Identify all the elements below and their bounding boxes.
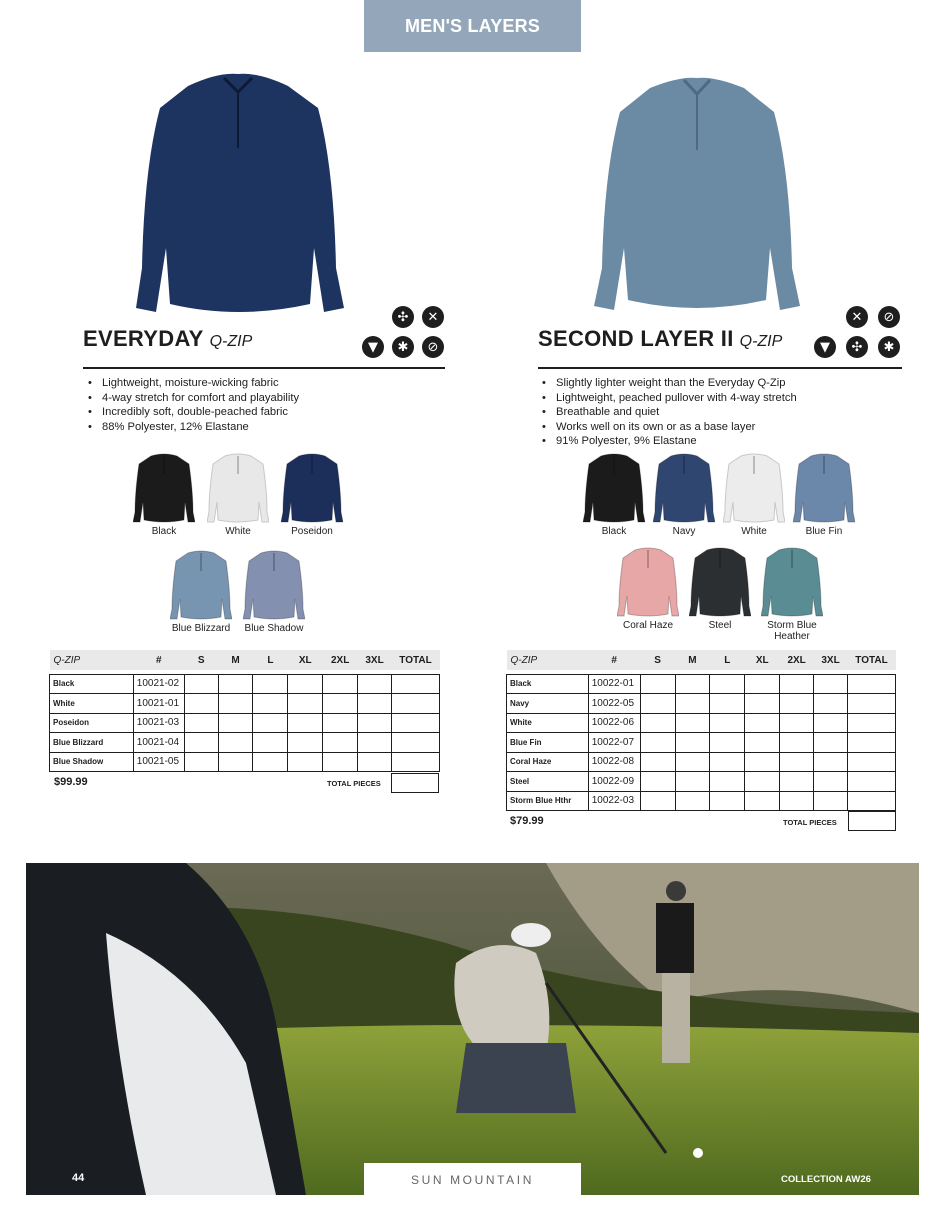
quantity-cell[interactable] xyxy=(288,713,323,733)
swatch-label: Steel xyxy=(708,620,732,631)
table-row xyxy=(50,694,440,714)
table-row xyxy=(507,694,896,714)
header-cell: 3XL xyxy=(358,650,392,670)
swatch-shirt-icon xyxy=(617,546,679,618)
quantity-cell[interactable] xyxy=(640,733,675,753)
quantity-cell[interactable] xyxy=(814,752,848,772)
quantity-cell[interactable] xyxy=(710,772,745,792)
swatch-label: Coral Haze xyxy=(622,620,674,631)
row-color-name: Blue Blizzard xyxy=(50,733,134,753)
row-color-name: Coral Haze xyxy=(507,752,589,772)
moisture-icon: ▼ xyxy=(814,336,836,358)
header-cell: # xyxy=(588,650,640,670)
quantity-cell[interactable] xyxy=(675,791,710,811)
quantity-cell[interactable] xyxy=(358,694,392,714)
total-pieces-label: TOTAL PIECES xyxy=(327,779,381,788)
snowflake-icon: ✱ xyxy=(392,336,414,358)
quantity-cell[interactable] xyxy=(780,752,814,772)
quantity-cell[interactable] xyxy=(675,733,710,753)
quantity-cell[interactable] xyxy=(848,674,896,694)
swatch-label: Blue Fin xyxy=(805,526,843,537)
quantity-cell[interactable] xyxy=(848,713,896,733)
table-row xyxy=(50,752,440,772)
feature-item: • 88% Polyester, 12% Elastane xyxy=(88,420,299,435)
quantity-cell[interactable] xyxy=(288,752,323,772)
quantity-cell[interactable] xyxy=(392,674,440,694)
row-sku: 10021-01 xyxy=(133,694,184,714)
row-sku: 10022-01 xyxy=(588,674,640,694)
header-cell: L xyxy=(253,650,288,670)
table-row xyxy=(507,713,896,733)
quantity-cell[interactable] xyxy=(253,694,288,714)
quantity-cell[interactable] xyxy=(253,752,288,772)
quantity-cell[interactable] xyxy=(780,733,814,753)
quantity-cell[interactable] xyxy=(675,713,710,733)
quantity-cell[interactable] xyxy=(814,772,848,792)
color-swatch xyxy=(200,452,276,537)
hero-shirt xyxy=(136,74,344,312)
quantity-cell[interactable] xyxy=(745,694,780,714)
feature-item: • Lightweight, moisture-wicking fabric xyxy=(88,376,299,391)
swatch-shirt-icon xyxy=(170,549,232,621)
table-row xyxy=(50,713,440,733)
feature-item: • 4-way stretch for comfort and playability xyxy=(88,391,299,406)
quantity-cell[interactable] xyxy=(710,733,745,753)
table-row xyxy=(507,752,896,772)
table-header xyxy=(50,650,440,670)
swatch-shirt-icon xyxy=(761,546,823,618)
row-color-name: Steel xyxy=(507,772,589,792)
total-pieces-label: TOTAL PIECES xyxy=(783,818,837,827)
swatch-label: Poseidon xyxy=(291,526,333,537)
no-wind-icon: ⊘ xyxy=(422,336,444,358)
quantity-cell[interactable] xyxy=(780,674,814,694)
quantity-cell[interactable] xyxy=(184,713,218,733)
swatch-label: Blue Shadow xyxy=(244,623,304,634)
quantity-cell[interactable] xyxy=(358,733,392,753)
swatch-label: Blue Blizzard xyxy=(171,623,231,634)
quantity-cell[interactable] xyxy=(288,674,323,694)
quantity-cell[interactable] xyxy=(288,694,323,714)
quantity-cell[interactable] xyxy=(358,752,392,772)
feature-item: • 91% Polyester, 9% Elastane xyxy=(542,434,797,449)
swatch-label: Storm Blue Heather xyxy=(767,620,817,642)
price: $79.99 xyxy=(510,815,544,827)
everyday-hero-image xyxy=(128,68,348,320)
row-color-name: White xyxy=(50,694,134,714)
quantity-cell[interactable] xyxy=(640,752,675,772)
quantity-cell[interactable] xyxy=(323,674,358,694)
row-sku: 10022-06 xyxy=(588,713,640,733)
quantity-cell[interactable] xyxy=(675,694,710,714)
swatch-shirt-icon xyxy=(281,452,343,524)
quantity-cell[interactable] xyxy=(184,694,218,714)
swatch-shirt-icon xyxy=(207,452,269,524)
swatch-label: Black xyxy=(601,526,627,537)
swatch-shirt-icon xyxy=(133,452,195,524)
color-swatch xyxy=(274,452,350,537)
title-divider xyxy=(538,367,902,369)
header-cell: TOTAL xyxy=(848,650,896,670)
quantity-cell[interactable] xyxy=(848,772,896,792)
quantity-cell[interactable] xyxy=(358,674,392,694)
swatch-shirt-icon xyxy=(793,452,855,524)
quantity-cell[interactable] xyxy=(745,674,780,694)
row-color-name: Blue Shadow xyxy=(50,752,134,772)
quantity-cell[interactable] xyxy=(323,694,358,714)
lifestyle-photo xyxy=(26,863,919,1195)
quantity-cell[interactable] xyxy=(745,791,780,811)
swatch-shirt-icon xyxy=(583,452,645,524)
quantity-cell[interactable] xyxy=(253,713,288,733)
header-cell: Q-ZIP xyxy=(507,650,589,670)
quantity-cell[interactable] xyxy=(675,752,710,772)
quantity-cell[interactable] xyxy=(814,674,848,694)
quantity-cell[interactable] xyxy=(640,674,675,694)
quantity-cell[interactable] xyxy=(745,733,780,753)
quantity-cell[interactable] xyxy=(253,674,288,694)
quantity-cell[interactable] xyxy=(814,713,848,733)
quantity-cell[interactable] xyxy=(392,694,440,714)
quantity-cell[interactable] xyxy=(780,713,814,733)
section-banner: MEN'S LAYERS xyxy=(364,0,581,52)
quantity-cell[interactable] xyxy=(675,674,710,694)
quantity-cell[interactable] xyxy=(814,694,848,714)
header-cell: # xyxy=(133,650,184,670)
quantity-cell[interactable] xyxy=(218,694,253,714)
swatch-shirt-icon xyxy=(689,546,751,618)
table-row xyxy=(507,674,896,694)
quantity-cell[interactable] xyxy=(392,733,440,753)
table-row xyxy=(507,791,896,811)
swatch-label: Navy xyxy=(672,526,696,537)
row-sku: 10021-02 xyxy=(133,674,184,694)
row-color-name: Black xyxy=(50,674,134,694)
quantity-cell[interactable] xyxy=(814,733,848,753)
price: $99.99 xyxy=(54,776,88,788)
quantity-cell[interactable] xyxy=(640,791,675,811)
swatch-label: White xyxy=(225,526,251,537)
feature-list xyxy=(88,376,299,434)
swatch-shirt-icon xyxy=(653,452,715,524)
stretch-icon: ✣ xyxy=(392,306,414,328)
row-sku: 10021-04 xyxy=(133,733,184,753)
swatch-label: Black xyxy=(151,526,177,537)
color-swatch xyxy=(646,452,722,537)
header-cell: XL xyxy=(288,650,323,670)
quantity-cell[interactable] xyxy=(675,772,710,792)
header-cell: Q-ZIP xyxy=(50,650,134,670)
no-wind-icon: ⊘ xyxy=(878,306,900,328)
color-swatch xyxy=(716,452,792,537)
product-title: SECOND LAYER II Q-ZIP xyxy=(538,326,783,351)
color-swatch xyxy=(163,549,239,634)
quantity-cell[interactable] xyxy=(288,733,323,753)
row-sku: 10022-07 xyxy=(588,733,640,753)
quantity-cell[interactable] xyxy=(392,713,440,733)
quantity-cell[interactable] xyxy=(745,713,780,733)
total-pieces-field[interactable] xyxy=(848,811,896,831)
header-cell: S xyxy=(640,650,675,670)
quantity-cell[interactable] xyxy=(745,772,780,792)
table-header xyxy=(507,650,896,670)
feature-item: • Incredibly soft, double-peached fabric xyxy=(88,405,299,420)
quantity-cell[interactable] xyxy=(848,752,896,772)
color-swatch xyxy=(754,546,830,642)
row-sku: 10022-05 xyxy=(588,694,640,714)
quantity-cell[interactable] xyxy=(710,713,745,733)
header-cell: 2XL xyxy=(323,650,358,670)
order-table xyxy=(49,650,440,772)
quantity-cell[interactable] xyxy=(218,733,253,753)
header-cell: TOTAL xyxy=(392,650,440,670)
quantity-cell[interactable] xyxy=(323,713,358,733)
header-cell: S xyxy=(184,650,218,670)
row-color-name: Poseidon xyxy=(50,713,134,733)
quantity-cell[interactable] xyxy=(218,674,253,694)
quantity-cell[interactable] xyxy=(323,752,358,772)
breathable-icon: ✕ xyxy=(846,306,868,328)
quantity-cell[interactable] xyxy=(710,752,745,772)
row-color-name: Navy xyxy=(507,694,589,714)
snowflake-icon: ✱ xyxy=(878,336,900,358)
color-swatch xyxy=(576,452,652,537)
second-layer-hero-image xyxy=(592,72,802,316)
quantity-cell[interactable] xyxy=(710,791,745,811)
table-row xyxy=(50,733,440,753)
quantity-cell[interactable] xyxy=(253,733,288,753)
swatch-label: White xyxy=(741,526,767,537)
color-swatch xyxy=(610,546,686,631)
quantity-cell[interactable] xyxy=(323,733,358,753)
row-color-name: White xyxy=(507,713,589,733)
brand-logo: SUN MOUNTAIN xyxy=(364,1163,581,1196)
table-row xyxy=(507,772,896,792)
quantity-cell[interactable] xyxy=(848,791,896,811)
table-row xyxy=(507,733,896,753)
feature-item: • Breathable and quiet xyxy=(542,405,797,420)
header-cell: M xyxy=(675,650,710,670)
swatch-shirt-icon xyxy=(723,452,785,524)
color-swatch xyxy=(236,549,312,634)
row-color-name: Storm Blue Hthr xyxy=(507,791,589,811)
header-cell: XL xyxy=(745,650,780,670)
quantity-cell[interactable] xyxy=(184,674,218,694)
total-pieces-field[interactable] xyxy=(391,773,439,793)
quantity-cell[interactable] xyxy=(848,733,896,753)
quantity-cell[interactable] xyxy=(848,694,896,714)
feature-list xyxy=(542,376,797,449)
breathable-icon: ✕ xyxy=(422,306,444,328)
row-sku: 10022-08 xyxy=(588,752,640,772)
header-cell: L xyxy=(710,650,745,670)
product-title: EVERYDAY Q-ZIP xyxy=(83,326,253,351)
table-row xyxy=(50,674,440,694)
quantity-cell[interactable] xyxy=(184,752,218,772)
page-number: 44 xyxy=(72,1172,85,1184)
quantity-cell[interactable] xyxy=(218,752,253,772)
collection-label: COLLECTION AW26 xyxy=(781,1174,871,1185)
row-sku: 10022-09 xyxy=(588,772,640,792)
quantity-cell[interactable] xyxy=(640,772,675,792)
quantity-cell[interactable] xyxy=(780,694,814,714)
quantity-cell[interactable] xyxy=(184,733,218,753)
color-swatch xyxy=(126,452,202,537)
quantity-cell[interactable] xyxy=(640,694,675,714)
quantity-cell[interactable] xyxy=(745,752,780,772)
feature-item: • Works well on its own or as a base layer xyxy=(542,420,797,435)
quantity-cell[interactable] xyxy=(392,752,440,772)
moisture-icon: ▼ xyxy=(362,336,384,358)
row-sku: 10021-05 xyxy=(133,752,184,772)
stretch-icon: ✣ xyxy=(846,336,868,358)
header-cell: M xyxy=(218,650,253,670)
quantity-cell[interactable] xyxy=(780,791,814,811)
row-sku: 10022-03 xyxy=(588,791,640,811)
quantity-cell[interactable] xyxy=(358,713,392,733)
row-sku: 10021-03 xyxy=(133,713,184,733)
color-swatch xyxy=(682,546,758,631)
header-cell: 3XL xyxy=(814,650,848,670)
quantity-cell[interactable] xyxy=(710,674,745,694)
feature-item: • Lightweight, peached pullover with 4-way stretch xyxy=(542,391,797,406)
row-color-name: Blue Fin xyxy=(507,733,589,753)
quantity-cell[interactable] xyxy=(640,713,675,733)
feature-item: • Slightly lighter weight than the Everyday Q-Zip xyxy=(542,376,797,391)
title-divider xyxy=(83,367,445,369)
quantity-cell[interactable] xyxy=(710,694,745,714)
order-table xyxy=(506,650,896,811)
swatch-shirt-icon xyxy=(243,549,305,621)
header-cell: 2XL xyxy=(780,650,814,670)
quantity-cell[interactable] xyxy=(218,713,253,733)
color-swatch xyxy=(786,452,862,537)
quantity-cell[interactable] xyxy=(780,772,814,792)
quantity-cell[interactable] xyxy=(814,791,848,811)
row-color-name: Black xyxy=(507,674,589,694)
